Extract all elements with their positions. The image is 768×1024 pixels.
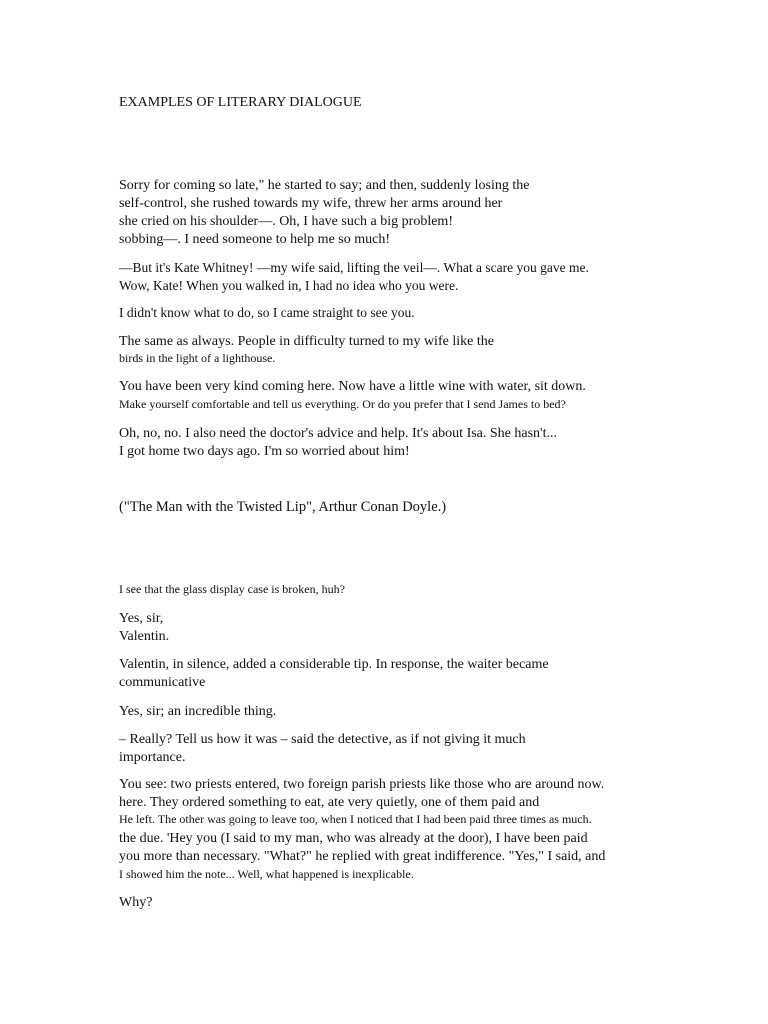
text-line: – Really? Tell us how it was – said the detective, as if not giving it much	[119, 732, 526, 747]
text-line: Valentin.	[119, 629, 170, 644]
text-line: Valentin, in silence, added a considerable tip. In response, the waiter became	[119, 657, 549, 672]
text-line: here. They ordered something to eat, ate very quietly, one of them paid and	[119, 795, 540, 810]
text-line: I didn't know what to do, so I came straight to see you.	[119, 305, 415, 320]
text-line: He left. The other was going to leave too, when I noticed that I had been paid three times as much.	[119, 812, 592, 826]
citation: ("The Man with the Twisted Lip", Arthur Conan Doyle.)	[119, 499, 447, 515]
text-line: The same as always. People in difficulty turned to my wife like the	[119, 334, 494, 349]
text-line: you more than necessary. "What?" he replied with great indifference. "Yes," I said, and	[119, 849, 606, 864]
text-line: birds in the light of a lighthouse.	[119, 351, 276, 365]
page-title: EXAMPLES OF LITERARY DIALOGUE	[119, 95, 362, 110]
text-line: Yes, sir,	[119, 611, 164, 626]
text-line: Oh, no, no. I also need the doctor's advice and help. It's about Isa. She hasn't...	[119, 426, 557, 441]
text-line: Sorry for coming so late," he started to say; and then, suddenly losing the	[119, 178, 530, 193]
text-line: she cried on his shoulder—. Oh, I have such a big problem!	[119, 214, 453, 229]
text-line: Wow, Kate! When you walked in, I had no idea who you were.	[119, 278, 459, 293]
text-line: I got home two days ago. I'm so worried about him!	[119, 444, 410, 459]
text-line: I showed him the note... Well, what happened is inexplicable.	[119, 867, 414, 881]
text-line: I see that the glass display case is broken, huh?	[119, 582, 345, 596]
text-line: You see: two priests entered, two foreign parish priests like those who are around now.	[119, 777, 605, 792]
text-line: sobbing—. I need someone to help me so much!	[119, 232, 391, 247]
text-line: Make yourself comfortable and tell us everything. Or do you prefer that I send James to bed?	[119, 397, 566, 411]
text-line: self-control, she rushed towards my wife, threw her arms around her	[119, 196, 503, 211]
text-line: importance.	[119, 750, 186, 765]
text-line: Why?	[119, 895, 153, 910]
text-line: —But it's Kate Whitney! —my wife said, lifting the veil—. What a scare you gave me.	[119, 260, 589, 275]
text-line: Yes, sir; an incredible thing.	[119, 704, 277, 719]
text-line: You have been very kind coming here. Now have a little wine with water, sit down.	[119, 379, 586, 394]
text-line: communicative	[119, 675, 206, 690]
text-line: the due. 'Hey you (I said to my man, who was already at the door), I have been paid	[119, 831, 588, 846]
